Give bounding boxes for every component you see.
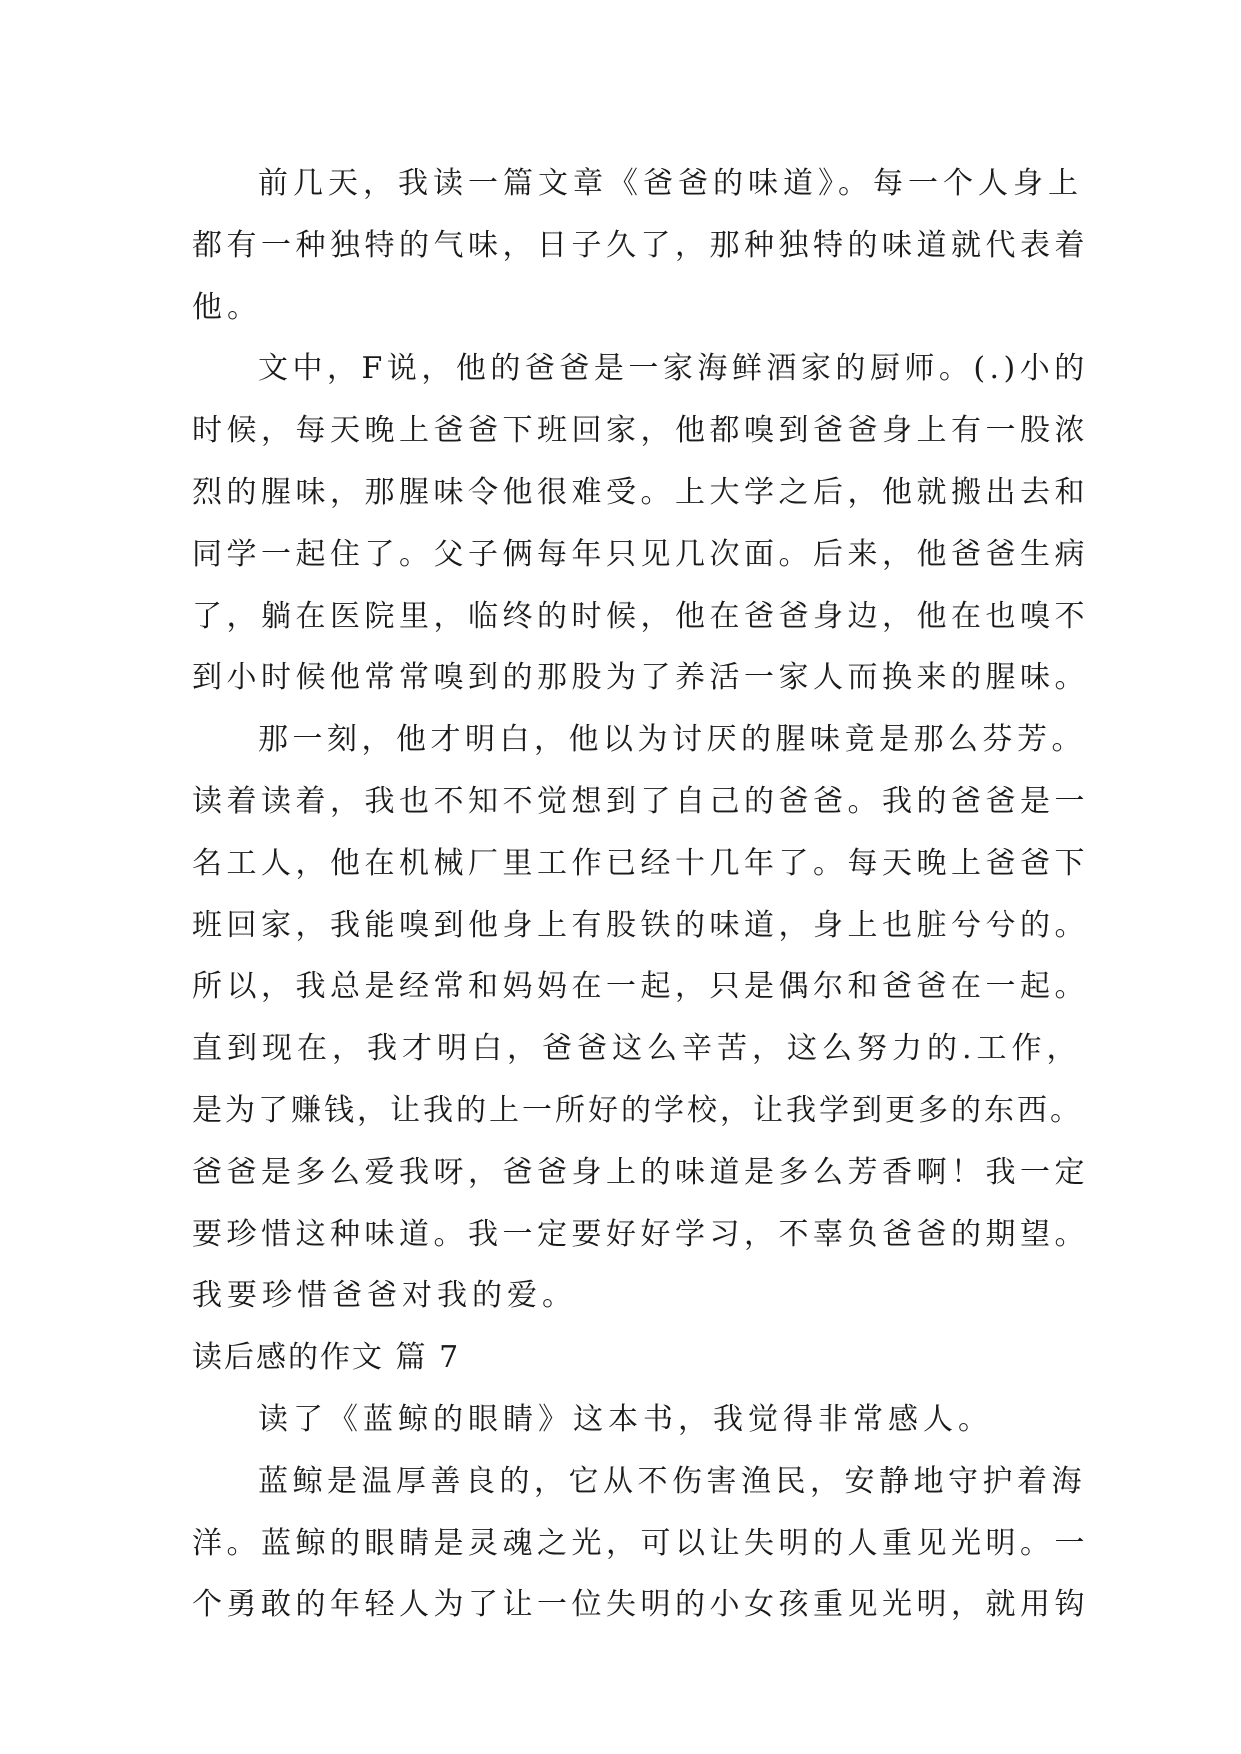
- paragraph-line: 是为了赚钱，让我的上一所好的学校，让我学到更多的东西。: [192, 1093, 1083, 1128]
- paragraph-line: 烈的腥味，那腥味令他很难受。上大学之后，他就搬出去和: [192, 475, 1089, 510]
- paragraph-line: 文中，F说，他的爸爸是一家海鲜酒家的厨师。(.)小的: [258, 351, 1089, 386]
- paragraph-line: 班回家，我能嗅到他身上有股铁的味道，身上也脏兮兮的。: [192, 908, 1089, 943]
- paragraph-line: 到小时候他常常嗅到的那股为了养活一家人而换来的腥味。: [192, 660, 1089, 695]
- paragraph-line: 他。: [192, 290, 262, 325]
- section-heading: 读后感的作文 篇 7: [192, 1340, 461, 1375]
- paragraph-line: 那一刻，他才明白，他以为讨厌的腥味竟是那么芬芳。: [258, 722, 1086, 757]
- paragraph-line: 爸爸是多么爱我呀，爸爸身上的味道是多么芳香啊！我一定: [192, 1155, 1089, 1190]
- paragraph-line: 个勇敢的年轻人为了让一位失明的小女孩重见光明，就用钩: [192, 1587, 1089, 1622]
- paragraph-line: 洋。蓝鲸的眼睛是灵魂之光，可以让失明的人重见光明。一: [192, 1526, 1089, 1561]
- paragraph-line: 时候，每天晚上爸爸下班回家，他都嗅到爸爸身上有一股浓: [192, 413, 1089, 448]
- paragraph-line: 都有一种独特的气味，日子久了，那种独特的味道就代表着: [192, 228, 1089, 263]
- paragraph-line: 要珍惜这种味道。我一定要好好学习，不辜负爸爸的期望。: [192, 1217, 1089, 1252]
- paragraph-line: 前几天，我读一篇文章《爸爸的味道》。每一个人身上: [258, 166, 1083, 201]
- paragraph-line: 所以，我总是经常和妈妈在一起，只是偶尔和爸爸在一起。: [192, 969, 1089, 1004]
- paragraph-line: 直到现在，我才明白，爸爸这么辛苦，这么努力的.工作，: [192, 1031, 1082, 1066]
- paragraph-line: 读了《蓝鲸的眼睛》这本书，我觉得非常感人。: [258, 1402, 993, 1437]
- paragraph-line: 读着读着，我也不知不觉想到了自己的爸爸。我的爸爸是一: [192, 784, 1089, 819]
- paragraph-line: 同学一起住了。父子俩每年只见几次面。后来，他爸爸生病: [192, 537, 1089, 572]
- paragraph-line: 我要珍惜爸爸对我的爱。: [192, 1278, 577, 1313]
- paragraph-line: 名工人，他在机械厂里工作已经十几年了。每天晚上爸爸下: [192, 846, 1089, 881]
- paragraph-line: 了，躺在医院里，临终的时候，他在爸爸身边，他在也嗅不: [192, 599, 1089, 634]
- paragraph-line: 蓝鲸是温厚善良的，它从不伤害渔民，安静地守护着海: [258, 1464, 1086, 1499]
